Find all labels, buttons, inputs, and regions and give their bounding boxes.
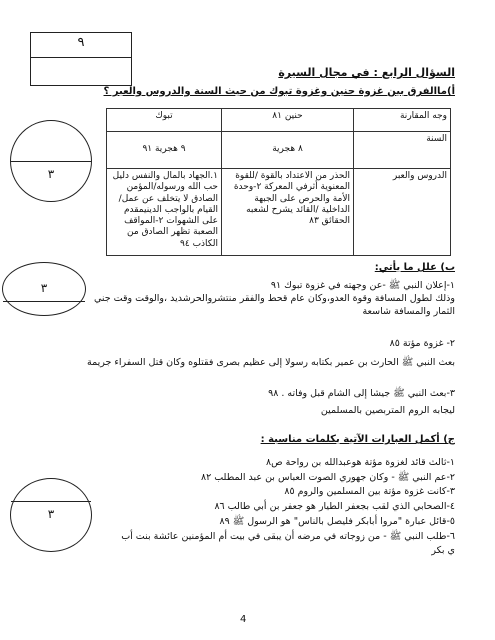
comparison-table bbox=[106, 108, 451, 256]
table-cell: ١.الجهاد بالمال والنفس دليل حب الله ورسوله/المؤمن الصادق لا يتخلف عن عمل/القيام بالواجب الدينيمقدم على الشهوات ٢-المواقف الصعبة تظهر الصادق من الكاذب ٩٤ bbox=[107, 169, 222, 256]
list-item: ١-ثالث قائد لغزوة مؤتة هوعبدالله بن رواحة ص٨ bbox=[266, 457, 455, 468]
score-oval-3 bbox=[10, 478, 92, 552]
question-title: السؤال الرابع : في مجال السيرة bbox=[278, 66, 455, 79]
score-box bbox=[30, 32, 132, 86]
list-item: ٣-كانت غزوة مؤتة بين المسلمين والروم ٨٥ bbox=[284, 486, 455, 498]
table-cell: ٨ هجرية bbox=[222, 132, 354, 169]
list-item: ٢-عم النبي ﷺ - وكان جهوري الصوت العباس بن عبد المطلب ٨٢ bbox=[200, 471, 455, 483]
item-line: ١-إعلان النبي ﷺ -عن وجهته في غزوة تبوك ٩١ bbox=[270, 280, 455, 291]
oval-divider bbox=[11, 501, 91, 502]
table-header-row bbox=[107, 109, 451, 132]
table-row bbox=[107, 132, 451, 169]
score-oval-1 bbox=[10, 120, 92, 202]
item-line: ليجابه الروم المتربصين بالمسلمين bbox=[320, 404, 455, 416]
table-cell: الدروس والعبر bbox=[354, 169, 451, 256]
item-line: ٣-بعث النبي ﷺ جيشا إلى الشام قبل وفاته . ٩٨ bbox=[268, 388, 455, 399]
part-a-question: أ)ماالفرق بين غزوة حنين وغزوة تبوك من حيث السنة والدروس والعبر ؟ bbox=[103, 86, 455, 97]
score-box-divider bbox=[31, 57, 131, 58]
part-b-item-2 bbox=[55, 338, 455, 370]
score-box-value: ٩ bbox=[77, 35, 85, 50]
list-item: ٤-الصحابي الذي لقب بجعفر الطيار هو جعفر بن أبي طالب ٨٦ bbox=[214, 501, 455, 513]
list-item: ي بكر bbox=[431, 545, 455, 557]
oval-score: ٣ bbox=[40, 281, 48, 295]
table-header-cell: حنين ٨١ bbox=[222, 109, 354, 132]
item-line: وذلك لطول المسافة وقوة العدو،وكان عام قحط والفقر منتشروالحرشديد ،والوقت وقت جني bbox=[93, 292, 455, 304]
part-c-items bbox=[55, 456, 455, 559]
table-row bbox=[107, 169, 451, 256]
table-cell: ٩ هجرية ٩١ bbox=[107, 132, 222, 169]
table-header-cell: وجه المقارنة bbox=[354, 109, 451, 132]
item-line: الثمار والمسافة شاسعة bbox=[362, 305, 455, 317]
oval-score: ٣ bbox=[47, 167, 55, 181]
part-b-heading: ب) علل ما يأتي: bbox=[374, 262, 455, 273]
item-line: ٢- غزوة مؤتة ٨٥ bbox=[389, 338, 455, 349]
table-header-cell: تبوك bbox=[107, 109, 222, 132]
list-item: ٥-قائل عبارة "مروا أبابكر فليصل بالناس" هو الرسول ﷺ ٨٩ bbox=[219, 515, 455, 527]
part-b-item-1 bbox=[55, 280, 455, 318]
part-c-heading: ج) أكمل العبارات الآتية بكلمات مناسبة : bbox=[260, 434, 455, 445]
oval-divider bbox=[11, 161, 91, 162]
page-number: 4 bbox=[240, 614, 247, 625]
list-item: ٦-طلب النبي ﷺ - من زوجاته في مرضه أن يبقى في بيت أم المؤمنين عائشة بنت أب bbox=[121, 530, 455, 542]
table-cell: الحذر من الاعتداد بالقوة /للقوة المعنوية أثرفي المعركة ٢-وحدة الأمة والحرص على الجبهة الداخلية /القائد يشرح لشعبه الحقائق ٨٣ bbox=[222, 169, 354, 256]
item-line: بعث النبي ﷺ الحارث بن عمير بكتابه رسولا إلى عظيم بصرى فقتلوه وكان قتل السفراء جريمة bbox=[86, 356, 455, 368]
oval-score: ٣ bbox=[47, 507, 55, 521]
part-b-item-3 bbox=[55, 388, 455, 418]
table-cell: السنة bbox=[354, 132, 451, 169]
